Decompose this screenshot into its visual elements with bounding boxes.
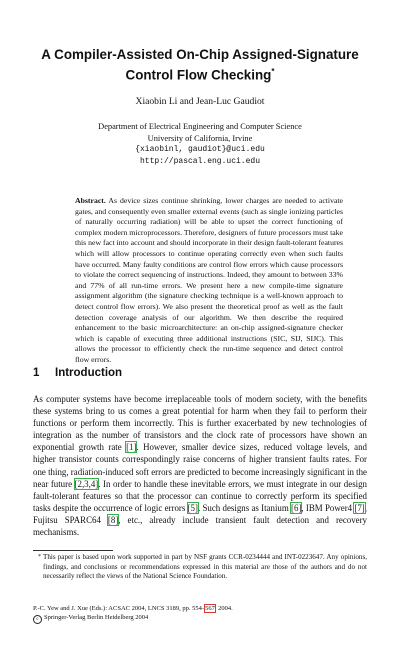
publisher-text: Springer-Verlag Berlin Heidelberg 2004 [44,614,149,621]
citation-link-2-4[interactable]: [2,3,4] [74,478,99,489]
title-line-2: Control Flow Checking [125,67,272,83]
title-footnote-mark: * [271,67,275,76]
citation-link-8[interactable]: [8] [107,514,119,525]
author-list: Xiaobin Li and Jean-Luc Gaudiot [135,96,265,107]
copyright-icon: c [33,615,42,624]
abstract-label: Abstract. [75,196,106,205]
intro-text-3: . In order to handle these inevitable errors, we must integrate in our design fault-tolerant features so that the processor can continue to correctly perform its specified tasks despite the occurrence of logic errors [33,478,367,513]
intro-text-4: . Such designs as Itanium [197,502,292,513]
homepage-url: http://pascal.eng.uci.edu [139,156,261,166]
affiliation-block [0,121,400,167]
footnote-mark: * [38,554,41,560]
author-emails: {xiaobinl, gaudiot}@uci.edu [135,145,265,154]
citation-link-7[interactable]: [7] [354,502,365,513]
abstract-text: As device sizes continue shrinking, lower charges are needed to activate gates, and consequently even smaller external events (such as single ionizing particles of naturally occurring radiation) will be able to upset the correct functioning of complex modern microprocessors. Therefore, designers of future processors must take this new fact into account and should incorporate in their design fault-tolerant features which will allow processors to continue operating correctly even when such faults have occurred. Many faulty conditions are control flow errors which cause processors to violate the correct sequencing of instructions. Indeed, they amount to between 33% and 77% of all run-time errors. We present here a new compile-time signature assignment algorithm (the signature checking technique is a well-known approach to detect control flow errors). We also present the theoretical proof as well as the fault detection coverage analysis of our algorithm. We then describe the required enhancement to the basic microarchitecture: an on-chip assigned-signature checker which is capable of executing three additional instructions (SIC, SIJ, SIJC). This allows the processor to efficiently check the run-time sequence and detect control flow errors. [75,196,343,364]
citation-link-1[interactable]: [1] [126,442,137,453]
section-heading [33,367,122,379]
department: Department of Electrical Engineering and Computer Science [98,122,302,131]
copyright-line [33,613,373,624]
citation-link-5[interactable]: [5] [187,502,198,513]
footnote [33,553,367,582]
page-range-link[interactable]: 567 [205,605,215,612]
introduction-paragraph [33,393,367,538]
section-number: 1 [33,367,40,379]
paper-title [20,46,380,83]
section-title: Introduction [55,367,123,379]
footnote-text: This paper is based upon work supported in part by NSF grants CCR-0234444 and INT-0223647. Any opinions, findings, and conclusions or recommendations expressed in this material are those of the authors and do not necessarily reflect the views of the National Science Foundation. [43,553,367,581]
university: University of California, Irvine [147,133,253,143]
intro-text-7: , etc., already include transient fault detection and recovery mechanisms. [33,514,367,538]
intro-text-6: , Fujitsu SPARC64 [33,502,367,525]
intro-text-5: , IBM Power4 [301,502,355,513]
abstract [75,196,343,366]
intro-text-2: . However, smaller device sizes, reduced voltage levels, and higher transistor counts correspondingly raise concerns of higher transient faults rates. For one thing, radiation-induced soft errors are predicted to become increasingly significant in the near future [33,442,367,489]
footnote-divider [33,550,113,551]
title-line-1: A Compiler-Assisted On-Chip Assigned-Signature [41,47,359,62]
citation-suffix: , 2004. [214,605,233,612]
publication-citation [33,604,373,624]
citation-link-6[interactable]: [6] [291,502,302,513]
citation-prefix: P.-C. Yew and J. Xue (Eds.): ACSAC 2004, LNCS 3189, pp. 554– [33,605,206,612]
intro-text-1: As computer systems have become irreplaceable tools of modern society, with the benefits these systems bring to us comes a great potential for harm when they fail to perform their functions or perform them incorrectly. This is further exacerbated by new technologies of integration as the number of transistors and the clock rate of processors have shown an exponential growth rate [33,394,367,453]
citation-line [33,604,373,613]
